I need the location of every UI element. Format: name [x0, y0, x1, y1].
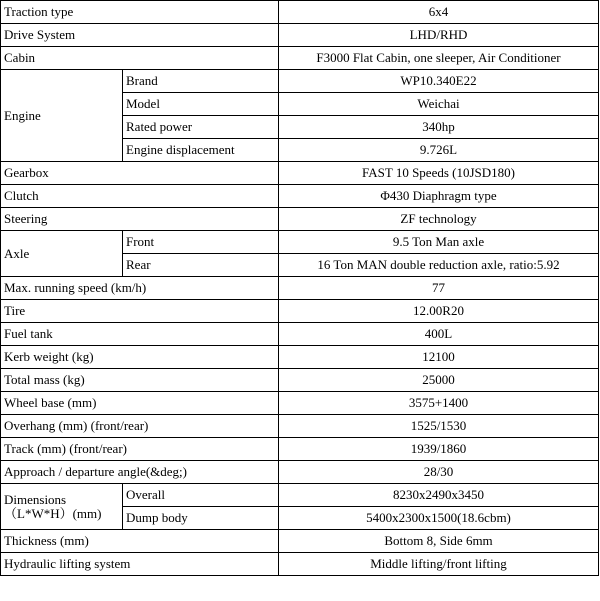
- row-value: Middle lifting/front lifting: [279, 553, 599, 576]
- dimensions-label-line2: （L*W*H）(mm): [4, 505, 102, 521]
- sub-label: Dump body: [123, 507, 279, 530]
- table-row: [1, 438, 599, 461]
- table-row: [1, 369, 599, 392]
- table-row: [1, 1, 599, 24]
- row-value: 28/30: [279, 461, 599, 484]
- row-label: Clutch: [1, 185, 279, 208]
- row-value: 9.726L: [279, 139, 599, 162]
- table-row: [1, 24, 599, 47]
- table-row: [1, 530, 599, 553]
- row-label: Cabin: [1, 47, 279, 70]
- group-label-axle: Axle: [1, 231, 123, 277]
- row-label: Hydraulic lifting system: [1, 553, 279, 576]
- row-value: FAST 10 Speeds (10JSD180): [279, 162, 599, 185]
- group-label-dimensions: [1, 484, 123, 530]
- table-row: [1, 185, 599, 208]
- row-value: WP10.340E22: [279, 70, 599, 93]
- sub-label: Overall: [123, 484, 279, 507]
- table-row: [1, 553, 599, 576]
- table-row: [1, 70, 599, 93]
- row-label: Approach / departure angle(&deg;): [1, 461, 279, 484]
- row-label: Total mass (kg): [1, 369, 279, 392]
- table-row: [1, 162, 599, 185]
- row-label: Wheel base (mm): [1, 392, 279, 415]
- row-label: Drive System: [1, 24, 279, 47]
- row-label: Thickness (mm): [1, 530, 279, 553]
- sub-label: Rear: [123, 254, 279, 277]
- row-value: 16 Ton MAN double reduction axle, ratio:5.92: [279, 254, 599, 277]
- table-row: [1, 392, 599, 415]
- row-value: Bottom 8, Side 6mm: [279, 530, 599, 553]
- row-value: 3575+1400: [279, 392, 599, 415]
- row-label: Traction type: [1, 1, 279, 24]
- row-value: F3000 Flat Cabin, one sleeper, Air Conditioner: [279, 47, 599, 70]
- row-value: 12100: [279, 346, 599, 369]
- table-row: [1, 231, 599, 254]
- row-label: Tire: [1, 300, 279, 323]
- row-label: Gearbox: [1, 162, 279, 185]
- row-value: 1939/1860: [279, 438, 599, 461]
- row-value: Weichai: [279, 93, 599, 116]
- row-label: Overhang (mm) (front/rear): [1, 415, 279, 438]
- dimensions-label-line1: Dimensions: [4, 491, 67, 507]
- row-value: 8230x2490x3450: [279, 484, 599, 507]
- row-label: Fuel tank: [1, 323, 279, 346]
- table-row: [1, 323, 599, 346]
- table-row: [1, 208, 599, 231]
- row-value: 77: [279, 277, 599, 300]
- row-value: LHD/RHD: [279, 24, 599, 47]
- sub-label: Brand: [123, 70, 279, 93]
- table-row: [1, 461, 599, 484]
- row-value: 1525/1530: [279, 415, 599, 438]
- table-row: [1, 277, 599, 300]
- row-label: Kerb weight (kg): [1, 346, 279, 369]
- row-label: Track (mm) (front/rear): [1, 438, 279, 461]
- row-value: Φ430 Diaphragm type: [279, 185, 599, 208]
- row-value: 9.5 Ton Man axle: [279, 231, 599, 254]
- sub-label: Rated power: [123, 116, 279, 139]
- sub-label: Engine displacement: [123, 139, 279, 162]
- row-label: Steering: [1, 208, 279, 231]
- row-value: 12.00R20: [279, 300, 599, 323]
- row-label: Max. running speed (km/h): [1, 277, 279, 300]
- group-label-engine: Engine: [1, 70, 123, 162]
- table-row: [1, 484, 599, 507]
- sub-label: Front: [123, 231, 279, 254]
- row-value: 400L: [279, 323, 599, 346]
- table-row: [1, 47, 599, 70]
- row-value: 340hp: [279, 116, 599, 139]
- sub-label: Model: [123, 93, 279, 116]
- row-value: 6x4: [279, 1, 599, 24]
- table-row: [1, 300, 599, 323]
- row-value: ZF technology: [279, 208, 599, 231]
- row-value: 25000: [279, 369, 599, 392]
- table-row: [1, 415, 599, 438]
- table-row: [1, 346, 599, 369]
- row-value: 5400x2300x1500(18.6cbm): [279, 507, 599, 530]
